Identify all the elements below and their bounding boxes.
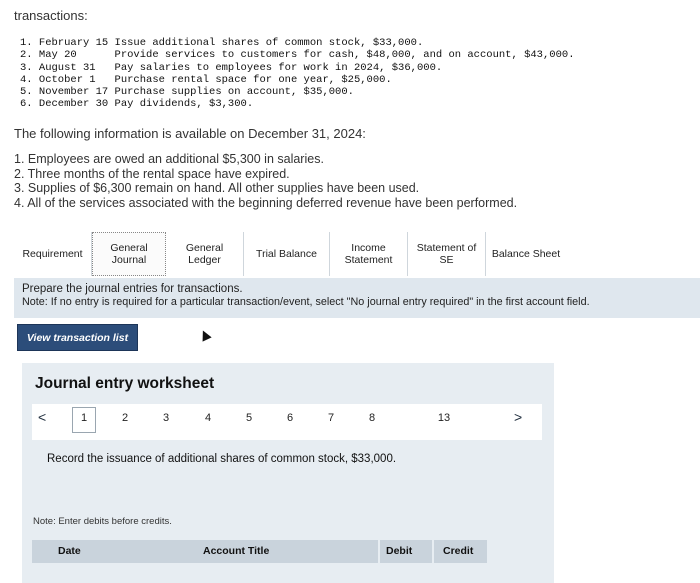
next-page-icon[interactable]: > <box>514 409 523 425</box>
page-button[interactable]: 6 <box>286 412 294 424</box>
column-credit: Credit <box>443 545 474 557</box>
view-transaction-list-button[interactable]: View transaction list <box>17 324 138 351</box>
worksheet-title: Journal entry worksheet <box>35 375 215 392</box>
transaction-item: 1. February 15 Issue additional shares of common stock, $33,000. <box>20 37 424 49</box>
column-date: Date <box>58 545 81 557</box>
page-button[interactable]: 8 <box>368 412 376 424</box>
page-title: transactions: <box>14 8 88 23</box>
column-account-title: Account Title <box>203 545 270 557</box>
page-button[interactable]: 1 <box>80 412 88 424</box>
tab-statement-of-se[interactable]: Statement of SE <box>408 232 486 276</box>
tab-trial-balance[interactable]: Trial Balance <box>244 232 330 276</box>
transaction-item: 4. October 1 Purchase rental space for one year, $25,000. <box>20 73 392 86</box>
page-button[interactable]: 3 <box>162 412 170 424</box>
transaction-item: 6. December 30 Pay dividends, $3,300. <box>20 98 254 111</box>
tab-general-journal[interactable]: General Journal <box>92 232 166 276</box>
transaction-item: 5. November 17 Purchase supplies on account, $35,000. <box>20 86 354 99</box>
instructions-note: Note: If no entry is required for a particular transaction/event, select "No journal entry required" in the first account field. <box>22 296 590 308</box>
requirement-tabs <box>14 232 566 276</box>
info-item: 2. Three months of the rental space have expired. <box>14 166 290 181</box>
tab-balance-sheet[interactable]: Balance Sheet <box>491 248 561 260</box>
mouse-cursor-icon <box>198 328 211 341</box>
info-item: 4. All of the services associated with the beginning deferred revenue have been performed. <box>14 195 518 210</box>
page-button[interactable]: 4 <box>204 412 212 424</box>
transaction-item: 3. August 31 Pay salaries to employees for work in 2024, $36,000. <box>20 61 443 74</box>
column-debit: Debit <box>386 545 413 557</box>
info-list <box>14 152 517 210</box>
debits-note: Note: Enter debits before credits. <box>33 516 172 527</box>
info-heading: The following information is available on December 31, 2024: <box>14 126 366 141</box>
prev-page-icon[interactable]: < <box>38 409 47 425</box>
record-instruction: Record the issuance of additional shares of common stock, $33,000. <box>47 453 397 465</box>
page-button[interactable]: 7 <box>327 412 335 424</box>
tab-income-statement[interactable]: Income Statement <box>330 232 408 276</box>
page-button[interactable]: 2 <box>121 412 129 424</box>
transaction-list <box>20 37 575 111</box>
instructions-text: Prepare the journal entries for transactions. <box>22 283 243 295</box>
info-item: 1. Employees are owed an additional $5,300 in salaries. <box>14 152 324 166</box>
tab-requirement[interactable]: Requirement <box>14 232 92 276</box>
tab-general-ledger[interactable]: General Ledger <box>166 232 244 276</box>
transaction-item: 2. May 20 Provide services to customers for cash, $48,000, and on account, $43,000. <box>20 49 575 62</box>
page-button[interactable]: 5 <box>245 412 253 424</box>
info-item: 3. Supplies of $6,300 remain on hand. All other supplies have been used. <box>14 181 420 196</box>
page-button[interactable]: 13 <box>437 412 451 424</box>
